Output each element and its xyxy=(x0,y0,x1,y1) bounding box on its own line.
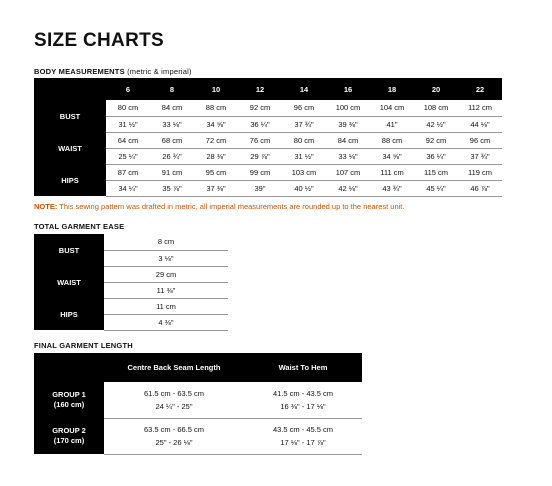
ease-metric: 11 cm xyxy=(104,298,228,314)
length-row-1-metric xyxy=(34,382,362,400)
size-18: 18 xyxy=(370,78,414,100)
note-text: This sewing pattern was drafted in metric, all imperial measurements are rounded up to the nearest unit. xyxy=(57,202,405,211)
size-8: 8 xyxy=(150,78,194,100)
wh-imperial: 17 ⅛" - 17 ⅞" xyxy=(244,436,362,454)
note-label: NOTE: xyxy=(34,202,58,211)
cell-metric: 112 cm xyxy=(458,100,502,116)
ease-label-bust: BUST xyxy=(34,234,104,266)
cell-imperial: 42 ⅛" xyxy=(326,180,370,196)
cell-metric: 95 cm xyxy=(194,164,238,180)
cell-imperial: 45 ¼" xyxy=(414,180,458,196)
cell-metric: 84 cm xyxy=(150,100,194,116)
cell-metric: 64 cm xyxy=(106,132,150,148)
size-6: 6 xyxy=(106,78,150,100)
page-title: SIZE CHARTS xyxy=(34,30,164,51)
size-12: 12 xyxy=(238,78,282,100)
cell-metric: 96 cm xyxy=(458,132,502,148)
garment-ease-table xyxy=(34,234,228,331)
cb-imperial: 24 ¼" - 25" xyxy=(104,400,244,418)
cell-imperial: 37 ¾" xyxy=(282,116,326,132)
cell-imperial: 34 ⅝" xyxy=(194,116,238,132)
column-header-waist-to-hem: Waist To Hem xyxy=(244,353,362,382)
row-label-hips: HIPS xyxy=(34,164,106,196)
ease-row-hips-metric xyxy=(34,298,228,314)
cell-imperial: 39" xyxy=(238,180,282,196)
body-measurements-title: BODY MEASUREMENTS xyxy=(34,67,125,76)
metric-note xyxy=(34,202,404,211)
cell-metric: 87 cm xyxy=(106,164,150,180)
body-measurements-subtitle: (metric & imperial) xyxy=(127,67,192,76)
row-label-bust: BUST xyxy=(34,100,106,132)
size-header-row xyxy=(34,78,502,100)
cell-imperial: 36 ¼" xyxy=(238,116,282,132)
ease-imperial: 11 ⅜" xyxy=(104,282,228,298)
cell-imperial: 46 ⅞" xyxy=(458,180,502,196)
ease-row-waist-metric xyxy=(34,266,228,282)
cell-imperial: 34 ¼" xyxy=(106,180,150,196)
cell-metric: 88 cm xyxy=(370,132,414,148)
size-10: 10 xyxy=(194,78,238,100)
length-header-corner xyxy=(34,353,104,382)
cell-imperial: 26 ¾" xyxy=(150,148,194,164)
group-name: GROUP 2 xyxy=(52,426,86,435)
cell-imperial: 37 ¾" xyxy=(458,148,502,164)
body-measurements-table xyxy=(34,78,502,197)
cell-imperial: 31 ½" xyxy=(106,116,150,132)
group-height: (170 cm) xyxy=(53,436,85,445)
cell-metric: 72 cm xyxy=(194,132,238,148)
garment-length-table xyxy=(34,353,362,455)
row-bust-metric xyxy=(34,100,502,116)
ease-label-hips: HIPS xyxy=(34,298,104,330)
group-label xyxy=(34,382,104,418)
size-22: 22 xyxy=(458,78,502,100)
group-height: (160 cm) xyxy=(53,400,85,409)
ease-metric: 8 cm xyxy=(104,234,228,250)
column-header-centre-back: Centre Back Seam Length xyxy=(104,353,244,382)
wh-metric: 43.5 cm - 45.5 cm xyxy=(272,424,334,434)
cell-metric: 80 cm xyxy=(282,132,326,148)
cell-metric: 119 cm xyxy=(458,164,502,180)
cell-metric: 76 cm xyxy=(238,132,282,148)
cell-metric: 80 cm xyxy=(106,100,150,116)
cell-metric: 104 cm xyxy=(370,100,414,116)
cell-imperial: 33 ⅛" xyxy=(150,116,194,132)
cb-metric: 61.5 cm - 63.5 cm xyxy=(143,388,205,398)
row-label-waist: WAIST xyxy=(34,132,106,164)
length-heading: FINAL GARMENT LENGTH xyxy=(34,341,133,350)
ease-heading: TOTAL GARMENT EASE xyxy=(34,222,125,231)
cell-metric: 96 cm xyxy=(282,100,326,116)
group-label xyxy=(34,418,104,454)
cell-imperial: 35 ⅞" xyxy=(150,180,194,196)
ease-imperial: 4 ⅜" xyxy=(104,314,228,330)
cell-metric: 92 cm xyxy=(238,100,282,116)
cb-imperial: 25" - 26 ⅛" xyxy=(104,436,244,454)
cell-imperial: 44 ⅛" xyxy=(458,116,502,132)
length-header-row xyxy=(34,353,362,382)
ease-row-bust-metric xyxy=(34,234,228,250)
cell-imperial: 40 ½" xyxy=(282,180,326,196)
cell-metric: 84 cm xyxy=(326,132,370,148)
cell-metric: 92 cm xyxy=(414,132,458,148)
ease-imperial: 3 ⅛" xyxy=(104,250,228,266)
cell-imperial: 33 ⅛" xyxy=(326,148,370,164)
row-hips-metric xyxy=(34,164,502,180)
cb-metric: 63.5 cm - 66.5 cm xyxy=(143,424,205,434)
cell-imperial: 39 ⅜" xyxy=(326,116,370,132)
cell-metric: 91 cm xyxy=(150,164,194,180)
group-name: GROUP 1 xyxy=(52,390,86,399)
ease-label-waist: WAIST xyxy=(34,266,104,298)
size-14: 14 xyxy=(282,78,326,100)
cell-metric: 99 cm xyxy=(238,164,282,180)
cell-metric: 100 cm xyxy=(326,100,370,116)
cell-imperial: 43 ¾" xyxy=(370,180,414,196)
cell-metric: 108 cm xyxy=(414,100,458,116)
cell-imperial: 34 ⅝" xyxy=(370,148,414,164)
cell-imperial: 31 ½" xyxy=(282,148,326,164)
ease-metric: 29 cm xyxy=(104,266,228,282)
cell-metric: 107 cm xyxy=(326,164,370,180)
cell-metric: 103 cm xyxy=(282,164,326,180)
cell-imperial: 41" xyxy=(370,116,414,132)
cell-imperial: 42 ½" xyxy=(414,116,458,132)
wh-imperial: 16 ⅜" - 17 ⅛" xyxy=(244,400,362,418)
size-16: 16 xyxy=(326,78,370,100)
row-waist-metric xyxy=(34,132,502,148)
cell-imperial: 37 ⅜" xyxy=(194,180,238,196)
wh-metric: 41.5 cm - 43.5 cm xyxy=(272,388,334,398)
body-measurements-heading xyxy=(34,67,192,76)
header-corner xyxy=(34,78,106,100)
cell-imperial: 36 ¼" xyxy=(414,148,458,164)
cell-metric: 68 cm xyxy=(150,132,194,148)
cell-metric: 111 cm xyxy=(370,164,414,180)
length-row-2-metric xyxy=(34,418,362,436)
cell-metric: 88 cm xyxy=(194,100,238,116)
cell-imperial: 25 ¼" xyxy=(106,148,150,164)
size-20: 20 xyxy=(414,78,458,100)
cell-imperial: 29 ⅞" xyxy=(238,148,282,164)
cell-imperial: 28 ⅜" xyxy=(194,148,238,164)
cell-metric: 115 cm xyxy=(414,164,458,180)
